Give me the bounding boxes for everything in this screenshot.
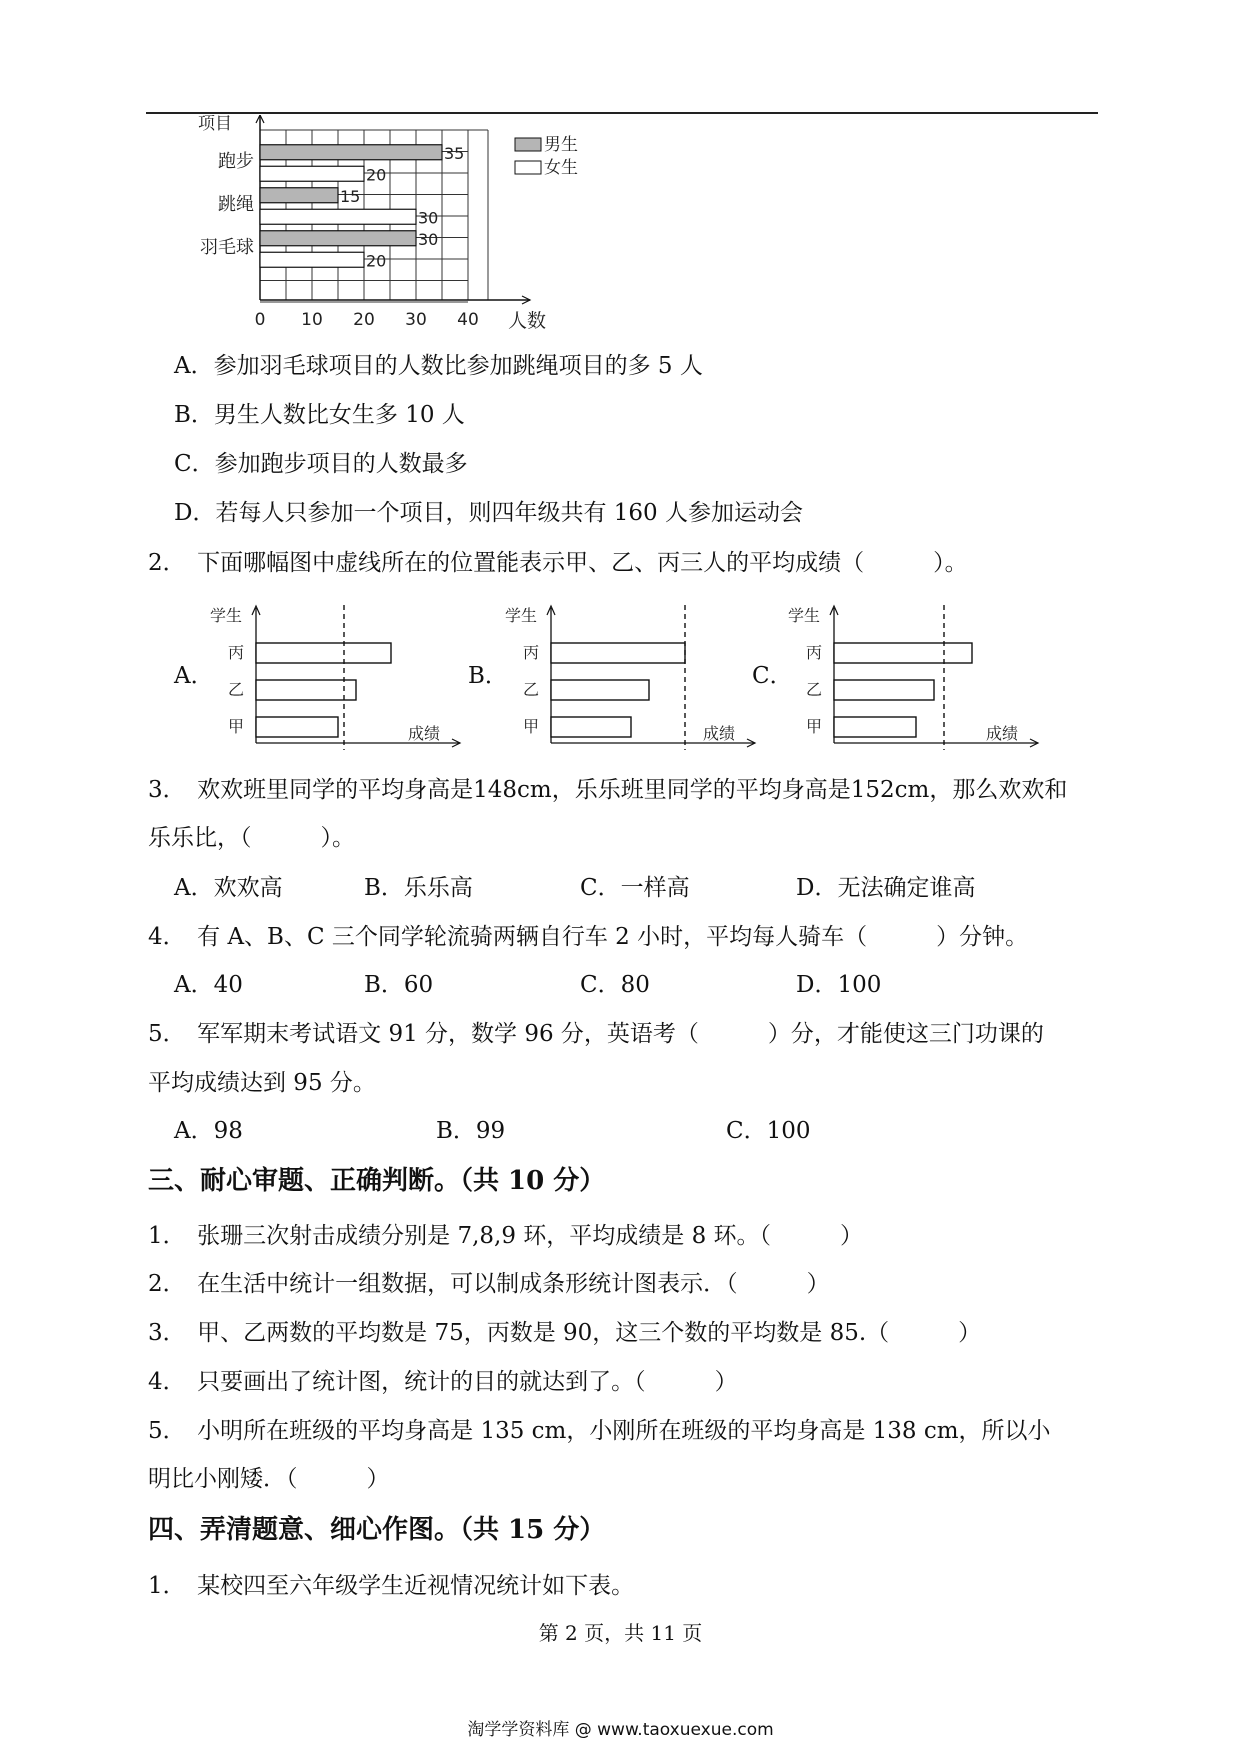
x-tick-label: 10	[301, 310, 323, 330]
score-bar	[834, 680, 934, 700]
q1-option-c: C．参加跑步项目的人数最多	[174, 451, 468, 477]
student-label: 甲	[523, 717, 540, 736]
q3-option-c: C．一样高	[580, 875, 690, 901]
q4-option-d: D．100	[796, 972, 882, 998]
q5-option-b: B．99	[436, 1118, 506, 1144]
q4-option-a: A．40	[174, 972, 243, 998]
q5-line1: 5． 军军期末考试语文 91 分，数学 96 分，英语考（ ）分，才能使这三门功课的	[148, 1021, 1044, 1047]
q2-chart-c	[788, 600, 1058, 750]
q5-line2: 平均成绩达到 95 分。	[148, 1070, 376, 1096]
category-label: 跑步	[218, 150, 254, 172]
watermark: 淘学学资料库 @ www.taoxuexue.com	[467, 1720, 774, 1740]
score-bar	[834, 643, 972, 663]
legend-female-swatch	[515, 161, 541, 174]
q2-option-c-label: C．	[752, 663, 793, 689]
score-bar	[256, 643, 391, 663]
student-label: 丙	[228, 643, 245, 662]
female-value-label: 20	[366, 165, 387, 185]
y-axis-label: 学生	[788, 606, 821, 625]
s3-item-1: 1． 张珊三次射击成绩分别是 7,8,9 环，平均成绩是 8 环。（ ）	[148, 1223, 864, 1249]
male-bar	[260, 145, 442, 160]
q3-option-a: A．欢欢高	[174, 875, 283, 901]
student-label: 甲	[806, 717, 823, 736]
q5-option-a: A．98	[174, 1118, 243, 1144]
student-label: 甲	[228, 717, 245, 736]
male-value-label: 35	[444, 143, 465, 163]
x-axis-label: 成绩	[702, 724, 736, 743]
male-bar	[260, 231, 416, 246]
female-value-label: 20	[366, 251, 387, 271]
q4-option-b: B．60	[364, 972, 434, 998]
student-label: 乙	[228, 680, 245, 699]
x-tick-label: 0	[254, 310, 266, 330]
q1-option-a: A．参加羽毛球项目的人数比参加跳绳项目的多 5 人	[174, 353, 703, 379]
q1-option-d: D．若每人只参加一个项目，则四年级共有 160 人参加运动会	[174, 500, 803, 526]
y-axis-label: 项目	[198, 115, 232, 134]
score-bar	[551, 643, 685, 663]
section4-heading: 四、弄清题意、细心作图。（共 15 分）	[148, 1515, 606, 1545]
x-tick-label: 40	[457, 310, 479, 330]
q3-option-d: D．无法确定谁高	[796, 875, 976, 901]
legend-female-label: 女生	[544, 158, 578, 178]
student-label: 乙	[523, 680, 540, 699]
page-footer: 第 2 页，共 11 页	[538, 1621, 703, 1645]
x-tick-label: 20	[353, 310, 375, 330]
score-bar	[256, 717, 338, 737]
male-value-label: 15	[340, 186, 361, 206]
q4-option-c: C．80	[580, 972, 650, 998]
female-bar	[260, 209, 416, 224]
s4-item-1: 1． 某校四至六年级学生近视情况统计如下表。	[148, 1573, 635, 1599]
q4-question: 4． 有 A、B、C 三个同学轮流骑两辆自行车 2 小时，平均每人骑车（ ）分钟。	[148, 924, 1029, 950]
category-label: 跳绳	[218, 193, 254, 215]
s3-item-2: 2． 在生活中统计一组数据，可以制成条形统计图表示．（ ）	[148, 1271, 830, 1297]
male-value-label: 30	[418, 229, 439, 249]
student-label: 乙	[806, 680, 823, 699]
q2-option-b-label: B．	[468, 663, 508, 689]
male-bar	[260, 188, 338, 203]
q3-line1: 3． 欢欢班里同学的平均身高是148cm，乐乐班里同学的平均身高是152cm，那么欢欢和	[148, 777, 1068, 803]
female-bar	[260, 252, 364, 267]
s3-item-5-line2: 明比小刚矮．（ ）	[148, 1466, 390, 1492]
header-rule	[146, 112, 1098, 114]
legend-male-label: 男生	[544, 135, 578, 155]
q5-option-c: C．100	[726, 1118, 811, 1144]
q1-option-b: B．男生人数比女生多 10 人	[174, 402, 465, 428]
q2-chart-a	[210, 600, 480, 750]
section3-heading: 三、耐心审题、正确判断。（共 10 分）	[148, 1166, 606, 1196]
q2-chart-b	[505, 600, 775, 750]
y-axis-label: 学生	[505, 606, 538, 625]
female-value-label: 30	[418, 208, 439, 228]
x-axis-label: 成绩	[407, 724, 441, 743]
x-axis-label: 成绩	[985, 724, 1019, 743]
score-bar	[551, 680, 649, 700]
q2-option-a-label: A．	[174, 663, 214, 689]
legend-male-swatch	[515, 138, 541, 151]
x-tick-label: 30	[405, 310, 427, 330]
student-label: 丙	[523, 643, 540, 662]
q2-question: 2． 下面哪幅图中虚线所在的位置能表示甲、乙、丙三人的平均成绩（ ）。	[148, 550, 968, 576]
s3-item-5-line1: 5． 小明所在班级的平均身高是 135 cm，小刚所在班级的平均身高是 138 cm，所以小	[148, 1418, 1051, 1444]
female-bar	[260, 166, 364, 181]
score-bar	[834, 717, 916, 737]
q3-option-b: B．乐乐高	[364, 875, 473, 901]
y-axis-label: 学生	[210, 606, 243, 625]
s3-item-3: 3． 甲、乙两数的平均数是 75，丙数是 90，这三个数的平均数是 85.（ ）	[148, 1320, 982, 1346]
score-bar	[551, 717, 631, 737]
score-bar	[256, 680, 356, 700]
x-axis-label: 人数	[508, 310, 547, 332]
s3-item-4: 4． 只要画出了统计图，统计的目的就达到了。（ ）	[148, 1369, 738, 1395]
student-label: 丙	[806, 643, 823, 662]
category-label: 羽毛球	[200, 236, 254, 258]
sports-bar-chart	[190, 115, 590, 340]
q3-line2: 乐乐比，（ ）。	[148, 825, 355, 851]
